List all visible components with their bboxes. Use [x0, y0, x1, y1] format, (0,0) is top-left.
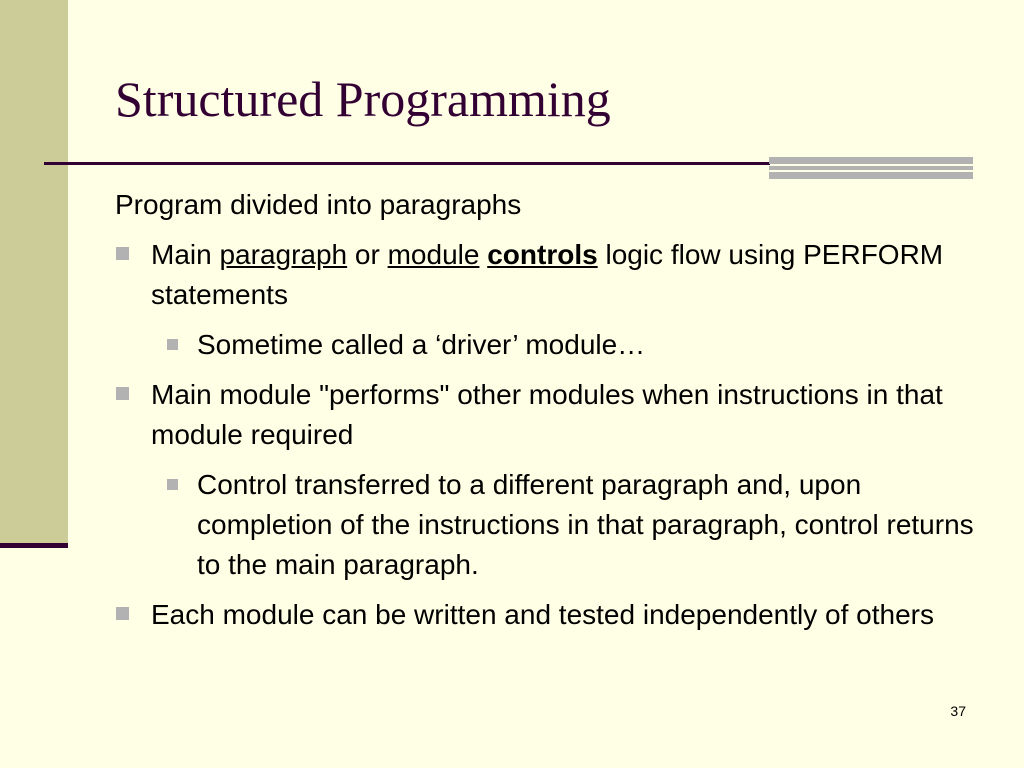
bullet-item-1 [115, 235, 975, 315]
decorative-bar-middle [769, 166, 973, 170]
bullet-text-fragment: logic flow using PERFORM statements [151, 239, 944, 310]
sub-bullet-item-2 [115, 465, 975, 585]
slide-body [115, 185, 975, 645]
sub-bullet-text: Sometime called a ‘driver’ module… [197, 329, 646, 360]
sub-bullet-item-1 [115, 325, 975, 365]
decorative-bar-bottom [769, 172, 973, 179]
left-accent-band [0, 0, 68, 543]
term-paragraph: paragraph [219, 239, 348, 270]
page-number: 37 [950, 703, 966, 719]
sub-bullet-text: Control transferred to a different paragraph and, upon completion of the instructions in that paragraph, control returns to the main paragraph. [197, 469, 974, 580]
left-accent-rule [0, 543, 68, 548]
square-bullet-icon [116, 387, 129, 400]
bullet-text-fragment: or [347, 239, 388, 270]
decorative-bar-top [769, 157, 973, 164]
bullet-text: Each module can be written and tested independently of others [151, 599, 934, 630]
intro-line: Program divided into paragraphs [115, 189, 522, 220]
term-controls: controls [487, 239, 598, 270]
square-bullet-icon [116, 247, 129, 260]
term-module: module [387, 239, 480, 270]
square-bullet-icon [167, 339, 178, 350]
square-bullet-icon [116, 607, 129, 620]
square-bullet-icon [167, 479, 178, 490]
bullet-text: Main module "performs" other modules when instructions in that module required [151, 379, 943, 450]
bullet-text-fragment: Main [151, 239, 220, 270]
bullet-item-3 [115, 595, 975, 635]
title-underline-rule [44, 162, 770, 165]
bullet-item-2 [115, 375, 975, 455]
slide-title: Structured Programming [115, 71, 611, 127]
